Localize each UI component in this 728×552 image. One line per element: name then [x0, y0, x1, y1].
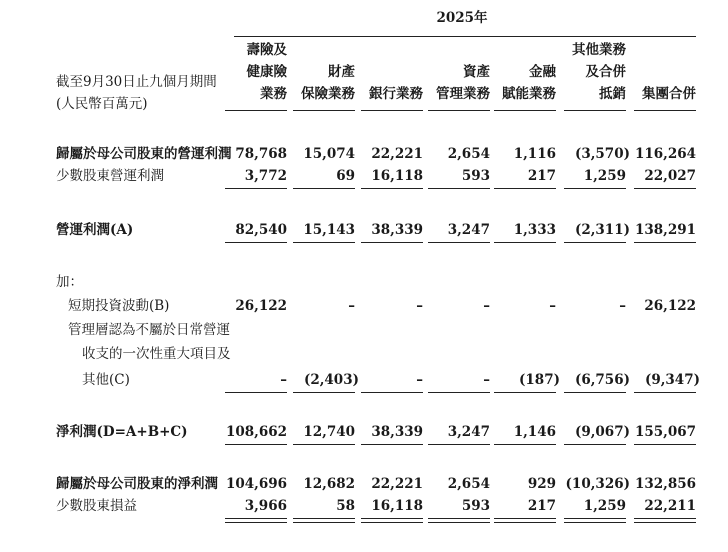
column-header-line: 金融: [529, 64, 556, 80]
table-cell: 593: [461, 168, 490, 184]
table-cell: 2,654: [447, 146, 490, 162]
subtotal-rule: [494, 444, 556, 445]
table-cell: 217: [527, 498, 556, 514]
subtotal-rule: [428, 242, 490, 243]
subtotal-rule: [225, 392, 287, 393]
period-label: 截至9月30日止九個月期間: [56, 74, 217, 90]
column-header-line: 保險業務: [301, 86, 355, 102]
table-cell: 16,118: [371, 168, 423, 184]
table-cell: 3,247: [447, 424, 490, 440]
table-cell: 1,333: [513, 222, 556, 238]
total-double-rule: [361, 518, 423, 519]
table-cell: 155,067: [634, 424, 696, 440]
subtotal-rule: [634, 242, 696, 243]
column-header-line: 壽險及: [246, 42, 287, 58]
row-label: 加：: [56, 274, 83, 290]
subtotal-rule: [225, 242, 287, 243]
subtotal-rule: [293, 392, 355, 393]
row-label: 歸屬於母公司股東的營運利潤: [56, 146, 232, 162]
table-cell: 22,221: [371, 146, 423, 162]
column-header-line: 管理業務: [436, 86, 490, 102]
table-cell: 104,696: [225, 476, 287, 492]
unit-label: (人民幣百萬元): [56, 96, 148, 112]
column-header-rule: [494, 110, 556, 111]
subtotal-rule: [361, 242, 423, 243]
table-cell: 116,264: [634, 146, 696, 162]
table-cell: 38,339: [371, 222, 423, 238]
column-header-rule: [634, 110, 696, 111]
table-cell: 38,339: [371, 424, 423, 440]
table-cell: –: [619, 298, 626, 314]
total-double-rule: [225, 518, 287, 519]
column-header-rule: [564, 110, 626, 111]
total-double-rule: [564, 518, 626, 519]
subtotal-rule: [428, 444, 490, 445]
row-label: 少數股東損益: [56, 498, 137, 514]
table-cell: (2,311): [574, 222, 630, 238]
table-cell: 69: [336, 168, 355, 184]
subtotal-rule: [361, 392, 423, 393]
table-cell: 138,291: [634, 222, 696, 238]
total-double-rule: [225, 522, 287, 523]
total-double-rule: [634, 518, 696, 519]
table-cell: 1,146: [513, 424, 556, 440]
subtotal-rule: [634, 392, 696, 393]
column-header-rule: [361, 110, 423, 111]
column-header-rule: [428, 110, 490, 111]
table-cell: 3,247: [447, 222, 490, 238]
row-label: 少數股東營運利潤: [56, 168, 164, 184]
table-cell: 132,856: [634, 476, 696, 492]
table-cell: 16,118: [371, 498, 423, 514]
total-double-rule: [494, 518, 556, 519]
total-double-rule: [564, 522, 626, 523]
table-cell: 22,221: [371, 476, 423, 492]
table-cell: –: [483, 372, 490, 388]
column-header-line: 財產: [328, 64, 355, 80]
table-cell: 3,966: [244, 498, 287, 514]
subtotal-rule: [361, 188, 423, 189]
table-cell: (9,067): [574, 424, 630, 440]
subtotal-rule: [293, 444, 355, 445]
subtotal-rule: [428, 392, 490, 393]
total-double-rule: [293, 518, 355, 519]
subtotal-rule: [494, 242, 556, 243]
table-cell: 15,143: [303, 222, 355, 238]
table-cell: –: [549, 298, 556, 314]
subtotal-rule: [564, 188, 626, 189]
subtotal-rule: [564, 392, 626, 393]
column-header-rule: [225, 110, 287, 111]
total-double-rule: [428, 522, 490, 523]
subtotal-rule: [293, 188, 355, 189]
column-header-line: 健康險: [246, 64, 287, 80]
column-header-line: 抵銷: [599, 86, 626, 102]
table-cell: 26,122: [644, 298, 696, 314]
column-header-line: 銀行業務: [369, 86, 423, 102]
table-cell: –: [483, 298, 490, 314]
table-cell: (10,326): [565, 476, 630, 492]
row-label: 其他(C): [82, 372, 130, 388]
table-cell: 929: [527, 476, 556, 492]
year-header: 2025年: [436, 10, 488, 26]
table-cell: 58: [336, 498, 355, 514]
table-cell: 108,662: [225, 424, 287, 440]
row-label: 營運利潤(A): [56, 222, 134, 238]
column-header-line: 其他業務: [572, 42, 626, 58]
table-cell: –: [280, 372, 287, 388]
column-header-line: 賦能業務: [502, 86, 556, 102]
table-cell: 593: [461, 498, 490, 514]
table-cell: 1,259: [583, 168, 626, 184]
row-label: 淨利潤(D=A+B+C): [56, 424, 188, 440]
column-header-line: 及合併: [585, 64, 626, 80]
subtotal-rule: [494, 188, 556, 189]
table-cell: (187): [519, 372, 560, 388]
table-cell: (9,347): [644, 372, 700, 388]
table-cell: 78,768: [235, 146, 287, 162]
subtotal-rule: [494, 392, 556, 393]
table-cell: 82,540: [235, 222, 287, 238]
table-cell: (6,756): [574, 372, 630, 388]
year-underline: [234, 36, 696, 37]
subtotal-rule: [361, 444, 423, 445]
table-cell: 22,027: [644, 168, 696, 184]
subtotal-rule: [634, 444, 696, 445]
table-cell: 15,074: [303, 146, 355, 162]
column-header-line: 集團合併: [642, 86, 696, 102]
table-cell: (3,570): [574, 146, 630, 162]
total-double-rule: [634, 522, 696, 523]
table-cell: (2,403): [303, 372, 359, 388]
table-cell: 26,122: [235, 298, 287, 314]
row-label: 歸屬於母公司股東的淨利潤: [56, 476, 218, 492]
subtotal-rule: [564, 444, 626, 445]
table-cell: –: [416, 298, 423, 314]
subtotal-rule: [293, 242, 355, 243]
column-header-line: 資產: [463, 64, 490, 80]
subtotal-rule: [634, 188, 696, 189]
column-header-line: 業務: [260, 86, 287, 102]
table-cell: –: [416, 372, 423, 388]
table-cell: 22,211: [644, 498, 696, 514]
table-cell: 12,740: [303, 424, 355, 440]
subtotal-rule: [564, 242, 626, 243]
subtotal-rule: [225, 188, 287, 189]
table-cell: 2,654: [447, 476, 490, 492]
table-cell: 1,116: [513, 146, 556, 162]
table-cell: –: [348, 298, 355, 314]
table-cell: 3,772: [244, 168, 287, 184]
row-label: 短期投資波動(B): [68, 298, 170, 314]
table-cell: 217: [527, 168, 556, 184]
table-cell: 12,682: [303, 476, 355, 492]
row-label: 收支的一次性重大項目及: [82, 346, 231, 362]
total-double-rule: [293, 522, 355, 523]
subtotal-rule: [428, 188, 490, 189]
subtotal-rule: [225, 444, 287, 445]
column-header-rule: [293, 110, 355, 111]
row-label: 管理層認為不屬於日常營運: [68, 322, 230, 338]
total-double-rule: [361, 522, 423, 523]
table-cell: 1,259: [583, 498, 626, 514]
total-double-rule: [428, 518, 490, 519]
total-double-rule: [494, 522, 556, 523]
